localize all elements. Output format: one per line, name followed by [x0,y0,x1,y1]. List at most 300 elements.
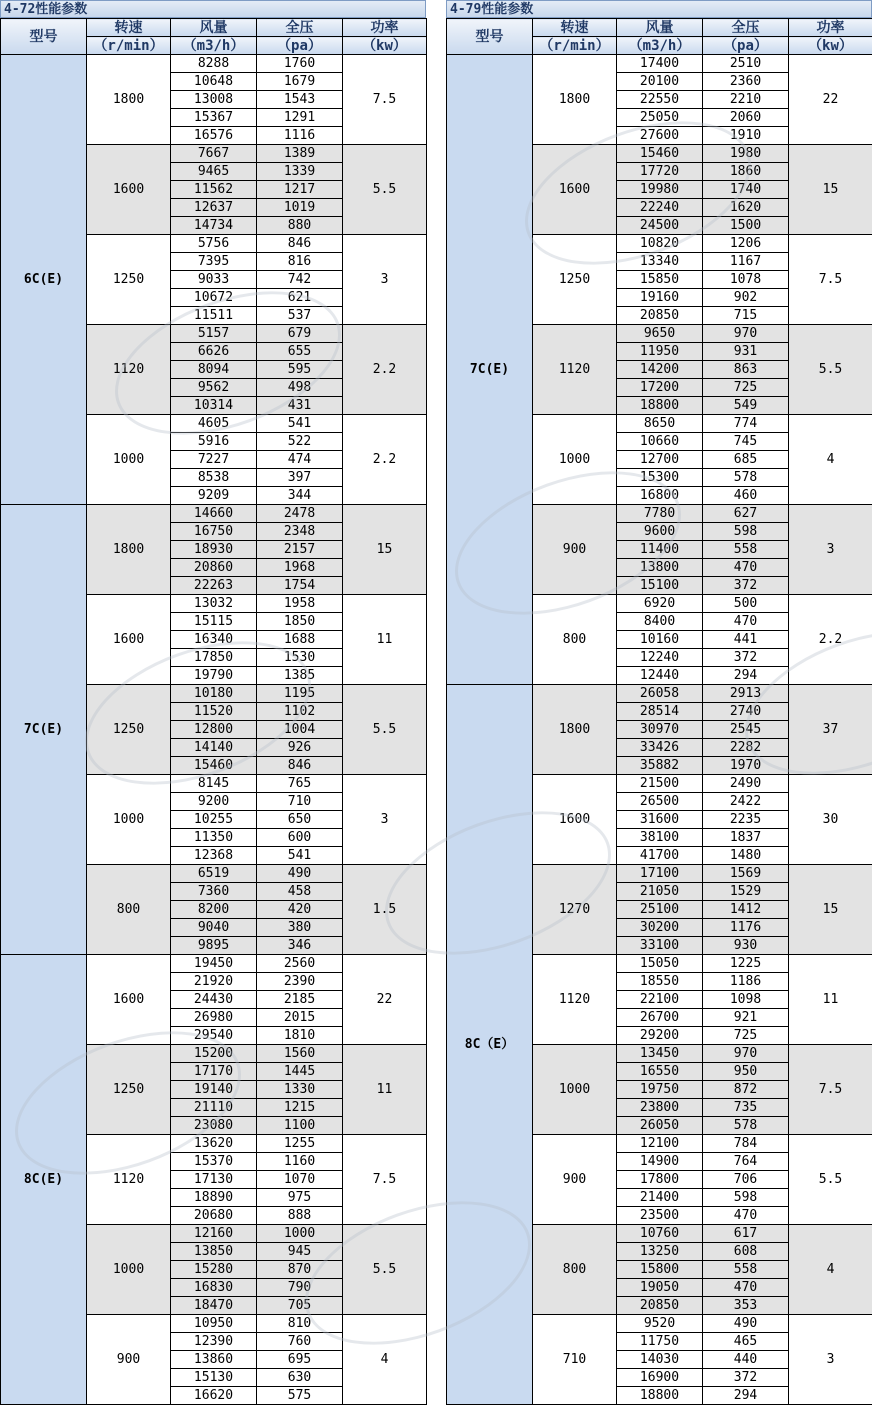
flow-cell: 26050 [617,1117,703,1135]
speed-cell: 1600 [533,145,617,235]
pressure-cell: 1560 [257,1045,343,1063]
flow-cell: 9650 [617,325,703,343]
flow-cell: 5756 [171,235,257,253]
pressure-cell: 608 [703,1243,789,1261]
flow-cell: 26500 [617,793,703,811]
flow-cell: 16800 [617,487,703,505]
pressure-cell: 715 [703,307,789,325]
col-unit-speed: （r/min） [533,37,617,55]
flow-cell: 19160 [617,289,703,307]
flow-cell: 18890 [171,1189,257,1207]
pressure-cell: 380 [257,919,343,937]
speed-cell: 800 [533,1225,617,1315]
flow-cell: 15050 [617,955,703,973]
pressure-cell: 872 [703,1081,789,1099]
col-unit-pressure: （pa） [703,37,789,55]
flow-cell: 28514 [617,703,703,721]
pressure-cell: 679 [257,325,343,343]
flow-cell: 29200 [617,1027,703,1045]
speed-cell: 1250 [533,235,617,325]
pressure-cell: 1529 [703,883,789,901]
pressure-cell: 1620 [703,199,789,217]
pressure-cell: 1837 [703,829,789,847]
power-cell: 5.5 [789,1135,872,1225]
flow-cell: 7360 [171,883,257,901]
pressure-cell: 490 [703,1315,789,1333]
model-cell: 7C(E) [447,55,533,685]
flow-cell: 22100 [617,991,703,1009]
flow-cell: 10255 [171,811,257,829]
flow-cell: 10660 [617,433,703,451]
pressure-cell: 1445 [257,1063,343,1081]
pressure-cell: 1225 [703,955,789,973]
flow-cell: 10950 [171,1315,257,1333]
col-header-speed: 转速 [87,19,171,37]
flow-cell: 15280 [171,1261,257,1279]
flow-cell: 15370 [171,1153,257,1171]
pressure-cell: 2235 [703,811,789,829]
pressure-cell: 760 [257,1333,343,1351]
speed-cell: 1250 [87,1045,171,1135]
flow-cell: 12390 [171,1333,257,1351]
col-header-power: 功率 [789,19,872,37]
flow-cell: 10760 [617,1225,703,1243]
flow-cell: 14734 [171,217,257,235]
pressure-cell: 1167 [703,253,789,271]
flow-cell: 13620 [171,1135,257,1153]
pressure-cell: 420 [257,901,343,919]
pressure-cell: 1195 [257,685,343,703]
pressure-cell: 1754 [257,577,343,595]
col-header-power: 功率 [343,19,427,37]
pressure-cell: 735 [703,1099,789,1117]
pressure-cell: 578 [703,1117,789,1135]
pressure-cell: 2390 [257,973,343,991]
speed-cell: 900 [87,1315,171,1405]
flow-cell: 20850 [617,1297,703,1315]
flow-cell: 10648 [171,73,257,91]
flow-cell: 6920 [617,595,703,613]
flow-cell: 8145 [171,775,257,793]
pressure-cell: 458 [257,883,343,901]
pressure-cell: 522 [257,433,343,451]
power-cell: 30 [789,775,872,865]
pressure-cell: 1019 [257,199,343,217]
speed-cell: 1600 [87,595,171,685]
left-panel [0,0,426,1405]
flow-cell: 16830 [171,1279,257,1297]
speed-cell: 900 [533,505,617,595]
flow-cell: 8200 [171,901,257,919]
flow-cell: 13340 [617,253,703,271]
flow-cell: 21920 [171,973,257,991]
flow-cell: 16550 [617,1063,703,1081]
flow-cell: 19790 [171,667,257,685]
power-cell: 1.5 [343,865,427,955]
pressure-cell: 1217 [257,181,343,199]
pressure-cell: 2185 [257,991,343,1009]
speed-cell: 1800 [533,685,617,775]
speed-cell: 1000 [87,1225,171,1315]
flow-cell: 9562 [171,379,257,397]
power-cell: 15 [789,865,872,955]
model-cell: 8C(E) [1,955,87,1405]
pressure-cell: 790 [257,1279,343,1297]
flow-cell: 11511 [171,307,257,325]
table-row [447,685,872,703]
flow-cell: 13860 [171,1351,257,1369]
flow-cell: 10672 [171,289,257,307]
flow-cell: 12100 [617,1135,703,1153]
power-cell: 4 [789,415,872,505]
pressure-cell: 294 [703,667,789,685]
pressure-cell: 902 [703,289,789,307]
power-cell: 15 [343,505,427,595]
pressure-cell: 1389 [257,145,343,163]
flow-cell: 18470 [171,1297,257,1315]
flow-cell: 15130 [171,1369,257,1387]
flow-cell: 26058 [617,685,703,703]
flow-cell: 12800 [171,721,257,739]
pressure-cell: 1176 [703,919,789,937]
pressure-cell: 630 [257,1369,343,1387]
pressure-cell: 2913 [703,685,789,703]
flow-cell: 19050 [617,1279,703,1297]
pressure-cell: 1160 [257,1153,343,1171]
col-header-pressure: 全压 [703,19,789,37]
pressure-cell: 1958 [257,595,343,613]
speed-cell: 1120 [533,955,617,1045]
pressure-cell: 970 [703,325,789,343]
pressure-cell: 346 [257,937,343,955]
flow-cell: 15460 [171,757,257,775]
pressure-cell: 846 [257,235,343,253]
pressure-cell: 1530 [257,649,343,667]
pressure-cell: 353 [703,1297,789,1315]
flow-cell: 17800 [617,1171,703,1189]
flow-cell: 11750 [617,1333,703,1351]
pressure-cell: 558 [703,1261,789,1279]
pressure-cell: 1810 [257,1027,343,1045]
pressure-cell: 1543 [257,91,343,109]
power-cell: 11 [343,1045,427,1135]
speed-cell: 710 [533,1315,617,1405]
flow-cell: 24500 [617,217,703,235]
pressure-cell: 1679 [257,73,343,91]
pressure-cell: 598 [703,1189,789,1207]
flow-cell: 8650 [617,415,703,433]
flow-cell: 14140 [171,739,257,757]
pressure-cell: 1850 [257,613,343,631]
flow-cell: 21500 [617,775,703,793]
flow-cell: 22263 [171,577,257,595]
pressure-cell: 880 [257,217,343,235]
pressure-cell: 863 [703,361,789,379]
col-unit-flow: （m3/h） [171,37,257,55]
pressure-cell: 1968 [257,559,343,577]
model-cell: 7C(E) [1,505,87,955]
flow-cell: 13250 [617,1243,703,1261]
flow-cell: 16576 [171,127,257,145]
flow-cell: 19750 [617,1081,703,1099]
left-table-body [1,55,427,1405]
flow-cell: 8094 [171,361,257,379]
col-unit-flow: （m3/h） [617,37,703,55]
power-cell: 2.2 [343,325,427,415]
pressure-cell: 621 [257,289,343,307]
pressure-cell: 490 [257,865,343,883]
col-header-flow: 风量 [171,19,257,37]
flow-cell: 16340 [171,631,257,649]
pressure-cell: 1480 [703,847,789,865]
pressure-cell: 2060 [703,109,789,127]
flow-cell: 17170 [171,1063,257,1081]
pressure-cell: 500 [703,595,789,613]
pressure-cell: 465 [703,1333,789,1351]
flow-cell: 18800 [617,1387,703,1405]
flow-cell: 13008 [171,91,257,109]
pressure-cell: 498 [257,379,343,397]
pressure-cell: 710 [257,793,343,811]
model-cell: 8C（E） [447,685,533,1405]
flow-cell: 11350 [171,829,257,847]
pressure-cell: 1970 [703,757,789,775]
pressure-cell: 1688 [257,631,343,649]
pressure-cell: 617 [703,1225,789,1243]
table-row [1,55,427,73]
power-cell: 7.5 [343,1135,427,1225]
left-table-title: 4-72性能参数 [0,0,426,18]
flow-cell: 11520 [171,703,257,721]
power-cell: 11 [343,595,427,685]
flow-cell: 12440 [617,667,703,685]
pressure-cell: 1255 [257,1135,343,1153]
pressure-cell: 870 [257,1261,343,1279]
flow-cell: 15115 [171,613,257,631]
flow-cell: 17720 [617,163,703,181]
col-header-model: 型号 [447,19,533,55]
flow-cell: 16900 [617,1369,703,1387]
power-cell: 3 [789,1315,872,1405]
pressure-cell: 470 [703,613,789,631]
pressure-cell: 2157 [257,541,343,559]
speed-cell: 1270 [533,865,617,955]
power-cell: 11 [789,955,872,1045]
flow-cell: 30970 [617,721,703,739]
speed-cell: 1800 [533,55,617,145]
flow-cell: 22550 [617,91,703,109]
power-cell: 5.5 [343,685,427,775]
flow-cell: 9040 [171,919,257,937]
power-cell: 3 [789,505,872,595]
flow-cell: 7395 [171,253,257,271]
power-cell: 3 [343,235,427,325]
speed-cell: 1000 [533,1045,617,1135]
pressure-cell: 474 [257,451,343,469]
pressure-cell: 1206 [703,235,789,253]
flow-cell: 19140 [171,1081,257,1099]
flow-cell: 8400 [617,613,703,631]
pressure-cell: 1098 [703,991,789,1009]
flow-cell: 25100 [617,901,703,919]
flow-cell: 15800 [617,1261,703,1279]
flow-cell: 26700 [617,1009,703,1027]
col-unit-speed: （r/min） [87,37,171,55]
pressure-cell: 816 [257,253,343,271]
right-performance-table [446,18,872,1405]
flow-cell: 5157 [171,325,257,343]
flow-cell: 13032 [171,595,257,613]
power-cell: 2.2 [789,595,872,685]
speed-cell: 800 [87,865,171,955]
flow-cell: 19980 [617,181,703,199]
flow-cell: 22240 [617,199,703,217]
pressure-cell: 549 [703,397,789,415]
pressure-cell: 372 [703,577,789,595]
speed-cell: 1600 [87,955,171,1045]
flow-cell: 6626 [171,343,257,361]
flow-cell: 10160 [617,631,703,649]
speed-cell: 1120 [87,1135,171,1225]
flow-cell: 20100 [617,73,703,91]
model-cell: 6C(E) [1,55,87,505]
right-panel [446,0,872,1405]
right-table-body [447,55,872,1405]
power-cell: 22 [789,55,872,145]
pressure-cell: 2360 [703,73,789,91]
left-performance-table [0,18,427,1405]
pressure-cell: 764 [703,1153,789,1171]
pressure-cell: 470 [703,1207,789,1225]
power-cell: 15 [789,145,872,235]
pressure-cell: 441 [703,631,789,649]
flow-cell: 14030 [617,1351,703,1369]
flow-cell: 17100 [617,865,703,883]
flow-cell: 11400 [617,541,703,559]
flow-cell: 31600 [617,811,703,829]
flow-cell: 20850 [617,307,703,325]
pressure-cell: 950 [703,1063,789,1081]
flow-cell: 15460 [617,145,703,163]
pressure-cell: 1740 [703,181,789,199]
flow-cell: 7667 [171,145,257,163]
pressure-cell: 575 [257,1387,343,1405]
pressure-cell: 541 [257,415,343,433]
right-table-title: 4-79性能参数 [446,0,872,18]
speed-cell: 1000 [87,415,171,505]
pressure-cell: 1760 [257,55,343,73]
flow-cell: 20680 [171,1207,257,1225]
pressure-cell: 595 [257,361,343,379]
pressure-cell: 372 [703,649,789,667]
flow-cell: 9895 [171,937,257,955]
power-cell: 5.5 [789,325,872,415]
flow-cell: 13800 [617,559,703,577]
flow-cell: 11950 [617,343,703,361]
flow-cell: 9465 [171,163,257,181]
pressure-cell: 2348 [257,523,343,541]
pressure-cell: 627 [703,505,789,523]
pressure-cell: 846 [257,757,343,775]
flow-cell: 15300 [617,469,703,487]
pressure-cell: 926 [257,739,343,757]
flow-cell: 10314 [171,397,257,415]
pressure-cell: 541 [257,847,343,865]
flow-cell: 15367 [171,109,257,127]
power-cell: 2.2 [343,415,427,505]
flow-cell: 12368 [171,847,257,865]
pressure-cell: 774 [703,415,789,433]
pressure-cell: 931 [703,343,789,361]
pressure-cell: 810 [257,1315,343,1333]
flow-cell: 26980 [171,1009,257,1027]
pressure-cell: 537 [257,307,343,325]
col-header-flow: 风量 [617,19,703,37]
col-unit-pressure: （pa） [257,37,343,55]
flow-cell: 14200 [617,361,703,379]
flow-cell: 12240 [617,649,703,667]
pressure-cell: 1339 [257,163,343,181]
flow-cell: 33100 [617,937,703,955]
flow-cell: 9200 [171,793,257,811]
col-unit-power: （kw） [343,37,427,55]
pressure-cell: 1215 [257,1099,343,1117]
flow-cell: 29540 [171,1027,257,1045]
flow-cell: 10820 [617,235,703,253]
speed-cell: 1800 [87,505,171,595]
pressure-cell: 440 [703,1351,789,1369]
flow-cell: 21050 [617,883,703,901]
pressure-cell: 372 [703,1369,789,1387]
col-unit-power: （kw） [789,37,872,55]
flow-cell: 9520 [617,1315,703,1333]
flow-cell: 17400 [617,55,703,73]
pressure-cell: 294 [703,1387,789,1405]
flow-cell: 4605 [171,415,257,433]
pressure-cell: 397 [257,469,343,487]
flow-cell: 9209 [171,487,257,505]
flow-cell: 16620 [171,1387,257,1405]
flow-cell: 8538 [171,469,257,487]
pressure-cell: 1412 [703,901,789,919]
flow-cell: 14900 [617,1153,703,1171]
pressure-cell: 470 [703,1279,789,1297]
pressure-cell: 1569 [703,865,789,883]
pressure-cell: 2478 [257,505,343,523]
pressure-cell: 685 [703,451,789,469]
speed-cell: 800 [533,595,617,685]
flow-cell: 21400 [617,1189,703,1207]
flow-cell: 15850 [617,271,703,289]
pressure-cell: 725 [703,1027,789,1045]
pressure-cell: 650 [257,811,343,829]
flow-cell: 41700 [617,847,703,865]
pressure-cell: 470 [703,559,789,577]
speed-cell: 1250 [87,235,171,325]
flow-cell: 7780 [617,505,703,523]
pressure-cell: 1385 [257,667,343,685]
pressure-cell: 1102 [257,703,343,721]
pressure-cell: 1100 [257,1117,343,1135]
power-cell: 7.5 [789,1045,872,1135]
flow-cell: 33426 [617,739,703,757]
pressure-cell: 558 [703,541,789,559]
flow-cell: 21110 [171,1099,257,1117]
pressure-cell: 2210 [703,91,789,109]
pressure-cell: 578 [703,469,789,487]
col-header-model: 型号 [1,19,87,55]
power-cell: 3 [343,775,427,865]
